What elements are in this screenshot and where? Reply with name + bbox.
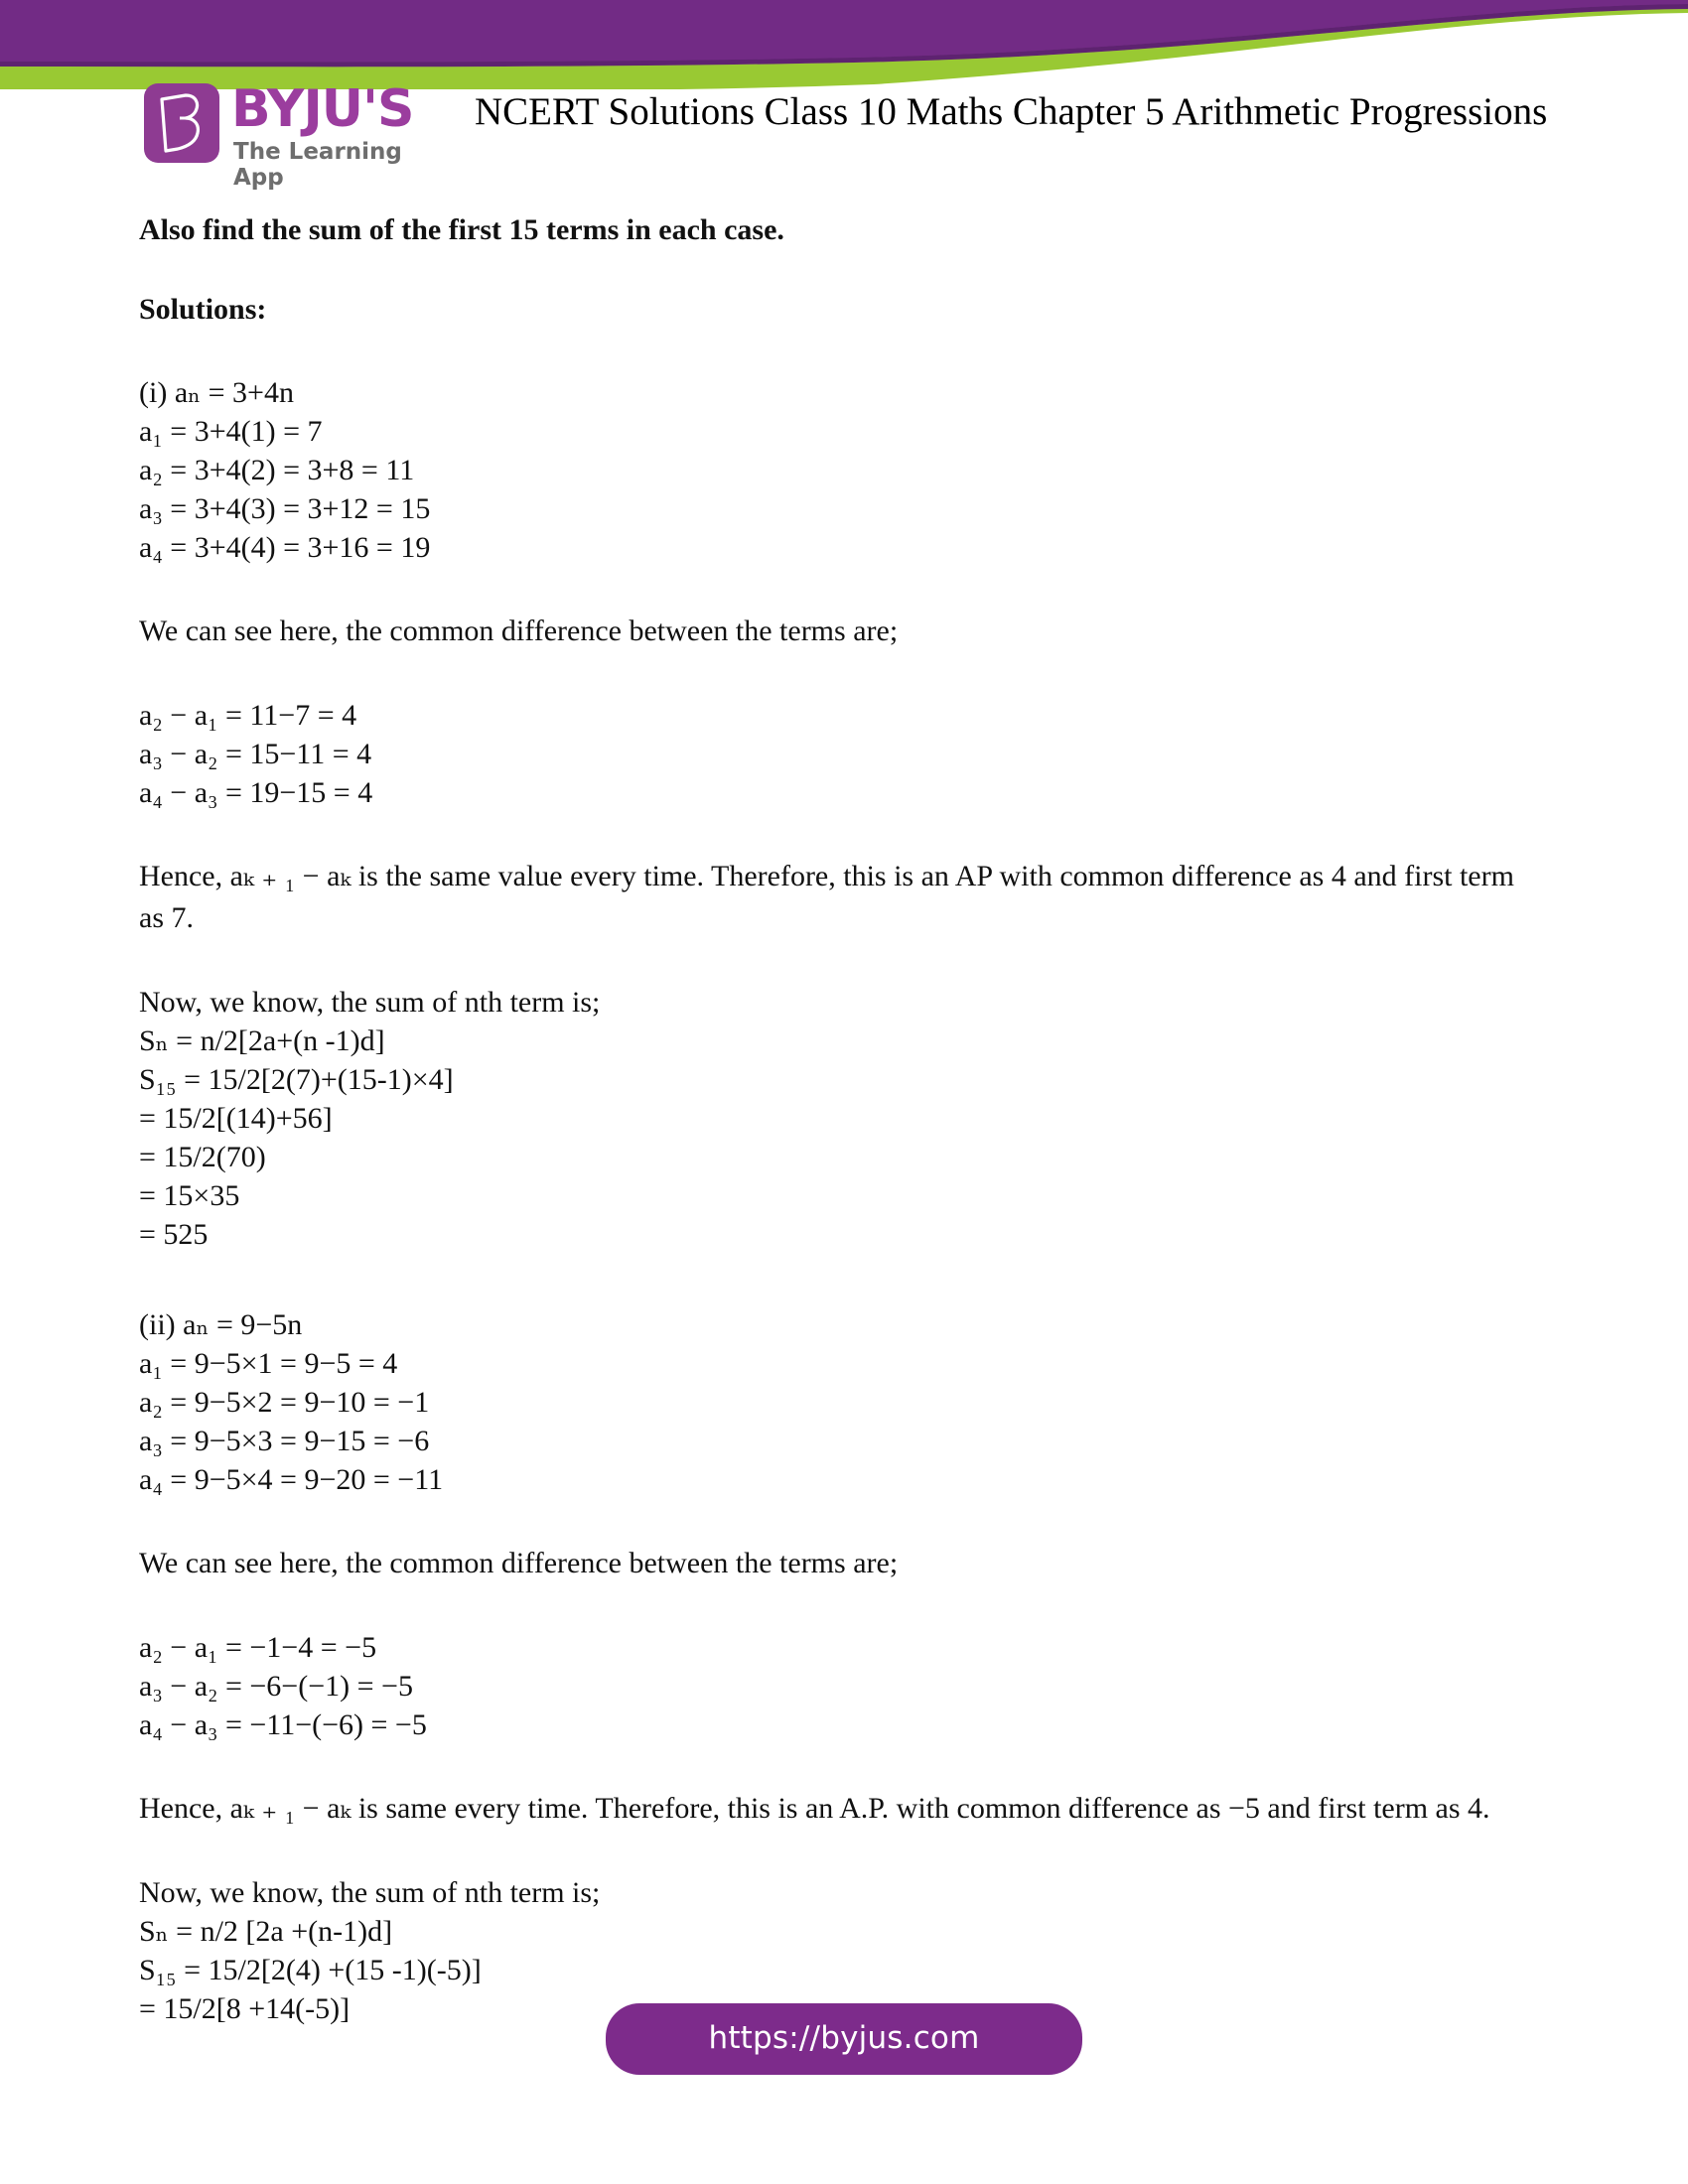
byjus-wordmark: BYJU'S — [231, 79, 414, 139]
part-ii-conclusion: Hence, aₖ ₊ ₁ − aₖ is same every time. Therefore, this is an A.P. with common difference as −5 and first term as 4. — [139, 1792, 1490, 1825]
equation-line: = 15×35 — [139, 1179, 240, 1212]
equation-line: a₂ − a₁ = −1−4 = −5 — [139, 1631, 377, 1664]
equation-line: a₂ − a₁ = 11−7 = 4 — [139, 699, 357, 732]
footer — [0, 2003, 1688, 2075]
byjus-logo-mark-icon — [144, 83, 219, 163]
part-i-difference-intro: We can see here, the common difference between the terms are; — [139, 614, 899, 647]
equation-line: a₄ = 3+4(4) = 3+16 = 19 — [139, 531, 431, 564]
part-ii-difference-intro: We can see here, the common difference between the terms are; — [139, 1547, 899, 1579]
byjus-logo — [144, 79, 442, 191]
equation-line: = 15/2[(14)+56] — [139, 1102, 333, 1135]
part-i-conclusion: Hence, aₖ ₊ ₁ − aₖ is the same value every time. Therefore, this is an AP with common difference as 4 and first term as 7. — [139, 860, 1514, 934]
banner-purple-shape — [0, 0, 1688, 62]
letter-b-glyph-icon — [156, 93, 208, 153]
equation-line: a₄ − a₃ = 19−15 = 4 — [139, 776, 373, 809]
equation-line: a₂ = 9−5×2 = 9−10 = −1 — [139, 1386, 430, 1419]
byjus-tagline: The Learning App — [233, 139, 402, 191]
section-spacer — [139, 1297, 1549, 1305]
part-i-terms — [139, 373, 1549, 567]
equation-line: a₃ − a₂ = −6−(−1) = −5 — [139, 1670, 413, 1703]
equation-line: a₁ = 9−5×1 = 9−5 = 4 — [139, 1347, 398, 1380]
equation-line: a₄ − a₃ = −11−(−6) = −5 — [139, 1708, 427, 1741]
equation-line: = 525 — [139, 1218, 209, 1251]
sum-intro: Now, we know, the sum of nth term is; — [139, 1876, 601, 1909]
document-body — [139, 210, 1549, 2072]
page-title: NCERT Solutions Class 10 Maths Chapter 5 Arithmetic Progressions — [475, 90, 1548, 133]
equation-line: Sₙ = n/2[2a+(n -1)d] — [139, 1024, 385, 1057]
part-i-differences — [139, 696, 1549, 812]
part-i-sum — [139, 983, 1549, 1254]
header-row — [0, 71, 1688, 191]
equation-line: = 15/2[8 +14(-5)] — [139, 1992, 351, 2025]
solutions-heading: Solutions: — [139, 293, 267, 326]
part-ii-terms — [139, 1305, 1549, 1499]
sum-intro: Now, we know, the sum of nth term is; — [139, 986, 601, 1019]
equation-line: a₁ = 3+4(1) = 7 — [139, 415, 323, 448]
equation-line: (i) aₙ = 3+4n — [139, 376, 294, 409]
equation-line: a₄ = 9−5×4 = 9−20 = −11 — [139, 1463, 444, 1496]
equation-line: a₃ = 3+4(3) = 3+12 = 15 — [139, 492, 431, 525]
part-ii-differences — [139, 1628, 1549, 1744]
equation-line: S₁₅ = 15/2[2(4) +(15 -1)(-5)] — [139, 1954, 482, 1986]
equation-line: a₃ = 9−5×3 = 9−15 = −6 — [139, 1425, 430, 1457]
byjus-url-button[interactable]: https://byjus.com — [606, 2003, 1082, 2075]
equation-line: a₃ − a₂ = 15−11 = 4 — [139, 738, 372, 770]
equation-line: (ii) aₙ = 9−5n — [139, 1308, 303, 1341]
equation-line: Sₙ = n/2 [2a +(n-1)d] — [139, 1915, 393, 1948]
equation-line: S₁₅ = 15/2[2(7)+(15-1)×4] — [139, 1063, 454, 1096]
equation-line: = 15/2(70) — [139, 1141, 266, 1173]
lead-instruction: Also find the sum of the first 15 terms in each case. — [139, 213, 784, 246]
equation-line: a₂ = 3+4(2) = 3+8 = 11 — [139, 454, 415, 486]
